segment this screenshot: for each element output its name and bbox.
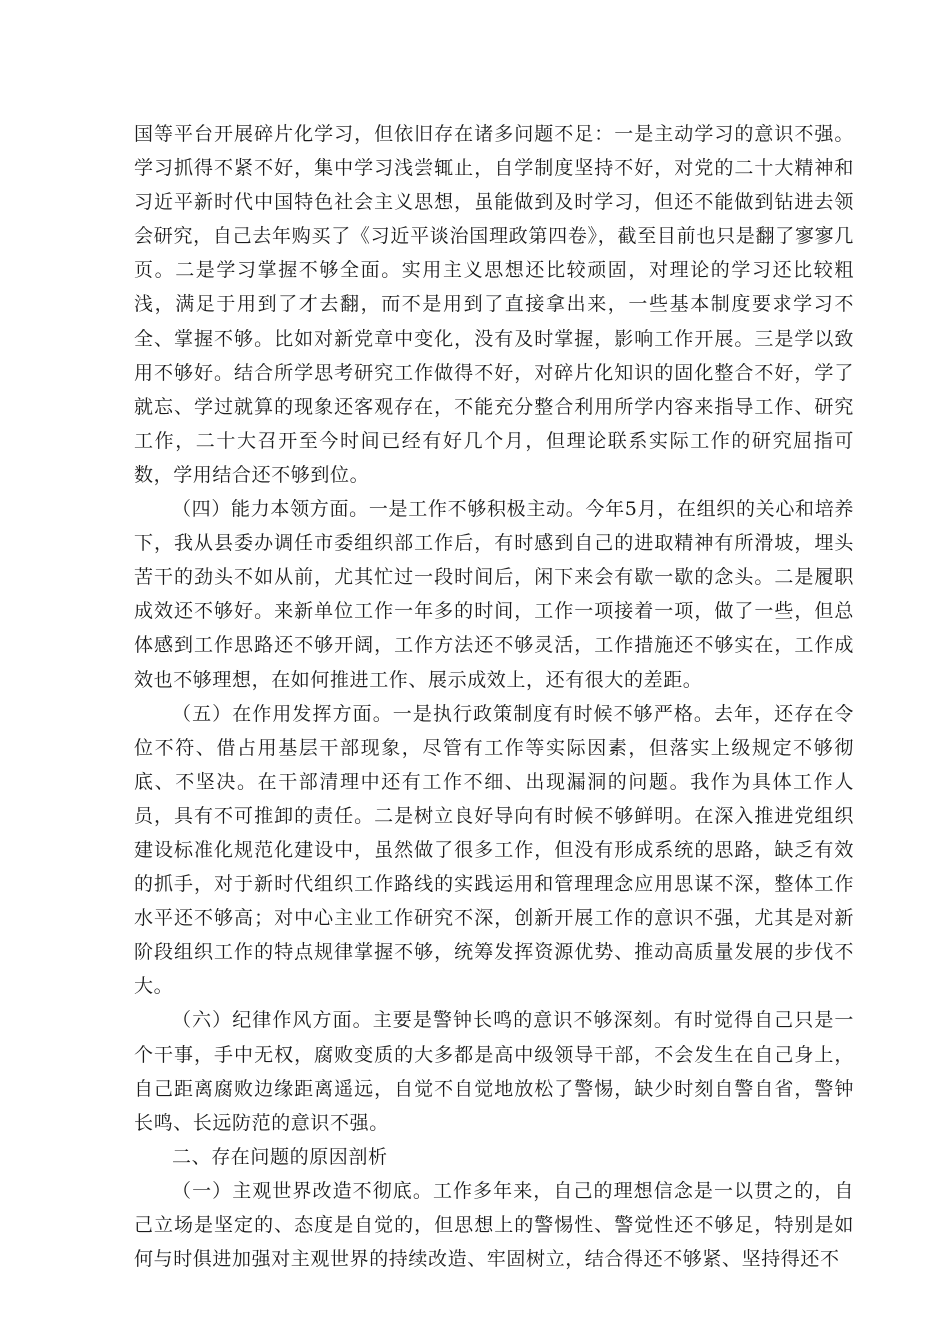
paragraph-role: （五）在作用发挥方面。一是执行政策制度有时候不够严格。去年，还存在令位不符、借占用基层干部现象，尽管有工作等实际因素，但落实上级规定不够彻底、不坚决。在干部清理中还有工作不细、出现漏洞的问题。我作为具体工作人员，具有不可推卸的责任。二是树立良好导向有时候不够鲜明。在深入推进党组织建设标准化规范化建设中，虽然做了很多工作，但没有形成系统的思路，缺乏有效的抓手，对于新时代组织工作路线的实践运用和管理理念应用思谋不深，整体工作水平还不够高；对中心主业工作研究不深，创新开展工作的意识不强，尤其是对新阶段组织工作的特点规律掌握不够，统筹发挥资源优势、推动高质量发展的步伐不大。 bbox=[134, 702, 854, 998]
paragraph-study-issues: 国等平台开展碎片化学习，但依旧存在诸多问题不足：一是主动学习的意识不强。学习抓得不紧不好，集中学习浅尝辄止，自学制度坚持不好，对党的二十大精神和习近平新时代中国特色社会主义思想，虽能做到及时学习，但还不能做到钻进去领会研究，自己去年购买了《习近平谈治国理政第四卷》，截至目前也只是翻了寥寥几页。二是学习掌握不够全面。实用主义思想还比较顽固，对理论的学习还比较粗浅，满足于用到了才去翻，而不是用到了直接拿出来，一些基本制度要求学习不全、掌握不够。比如对新党章中变化，没有及时掌握，影响工作开展。三是学以致用不够好。结合所学思考研究工作做得不好，对碎片化知识的固化整合不好，学了就忘、学过就算的现象还客观存在，不能充分整合利用所学内容来指导工作、研究工作，二十大召开至今时间已经有好几个月，但理论联系实际工作的研究屈指可数，学用结合还不够到位。 bbox=[134, 123, 854, 486]
paragraph-subjective-world: （一）主观世界改造不彻底。工作多年来，自己的理想信念是一以贯之的，自己立场是坚定的、态度是自觉的，但思想上的警惕性、警觉性还不够足，特别是如何与时俱进加强对主观世界的持续改造、牢固树立，结合得还不够紧、坚持得还不 bbox=[134, 1179, 854, 1271]
document-page bbox=[134, 117, 854, 1276]
paragraph-ability: （四）能力本领方面。一是工作不够积极主动。今年5月，在组织的关心和培养下，我从县委办调任市委组织部工作后，有时感到自己的进取精神有所滑坡，埋头苦干的劲头不如从前，尤其忙过一段时间后，闲下来会有歇一歇的念头。二是履职成效还不够好。来新单位工作一年多的时间，工作一项接着一项，做了一些，但总体感到工作思路还不够开阔，工作方法还不够灵活，工作措施还不够实在，工作成效也不够理想，在如何推进工作、展示成效上，还有很大的差距。 bbox=[134, 498, 854, 691]
section-heading-cause-analysis: 二、存在问题的原因剖析 bbox=[172, 1145, 388, 1168]
paragraph-discipline: （六）纪律作风方面。主要是警钟长鸣的意识不够深刻。有时觉得自己只是一个干事，手中无权，腐败变质的大多都是高中级领导干部，不会发生在自己身上，自己距离腐败边缘距离遥远，自觉不自觉地放松了警惕，缺少时刻自警自省，警钟长鸣、长远防范的意识不强。 bbox=[134, 1009, 854, 1134]
